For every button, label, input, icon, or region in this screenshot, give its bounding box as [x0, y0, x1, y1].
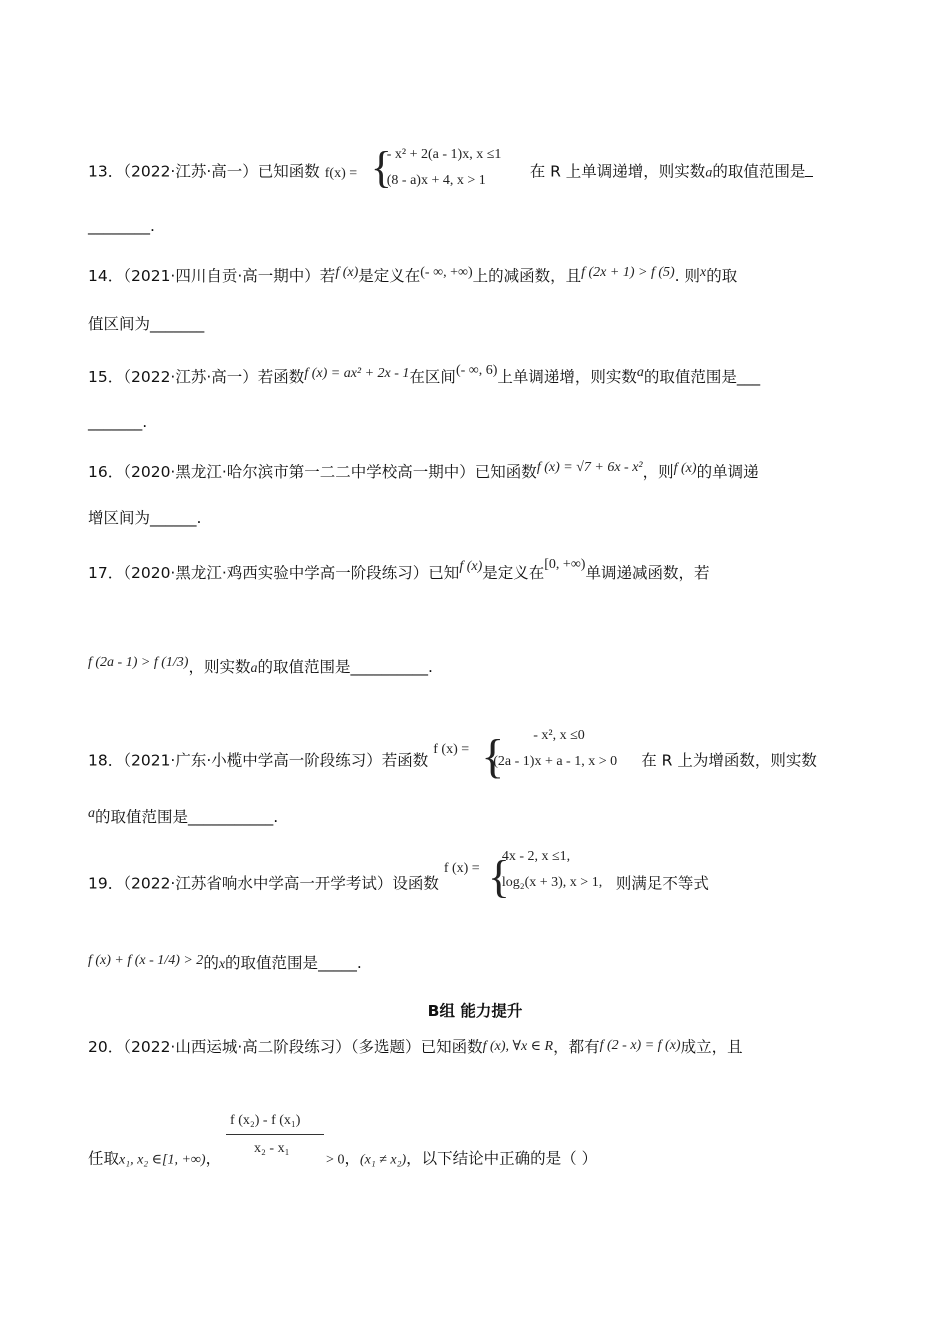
problem-15-line2 — [88, 411, 147, 433]
math-expression: f (x) — [459, 559, 483, 574]
math-expression: > 0 — [326, 1152, 345, 1168]
problem-number: 17． — [88, 564, 124, 582]
function-label: f (x) = — [433, 742, 470, 757]
problem-text: ，以下结论中正确的是（ ） — [406, 1149, 598, 1168]
problem-20 — [88, 1035, 743, 1058]
problem-18-line2 — [88, 803, 278, 828]
problem-source: （2021·广东·小榄中学高一阶段练习） — [123, 751, 382, 770]
problem-text: 在 R 上为增函数，则实数 — [641, 751, 817, 770]
fraction — [226, 1113, 326, 1184]
problem-19-line2 — [88, 950, 362, 976]
problem-18 — [88, 728, 817, 783]
problem-text: 若 — [319, 267, 336, 285]
math-expression: [0, +∞) — [544, 557, 586, 572]
section-title: B组 能力提升 — [427, 1002, 523, 1020]
math-expression: (x₁ ≠ x₂) — [359, 1152, 407, 1168]
problem-text: 已知函数 — [420, 1038, 483, 1056]
case-1: - x², x ≤0 — [533, 728, 585, 743]
problem-text: 在区间 — [409, 368, 456, 386]
problem-number: 14． — [88, 267, 124, 285]
problem-number: 18． — [88, 751, 124, 770]
problem-15 — [88, 360, 760, 388]
problem-source: （2022·江苏省响水中学高一开学考试） — [123, 874, 393, 893]
problem-13-line2 — [88, 215, 155, 237]
problem-source: （2020·黑龙江·哈尔滨市第一二二中学校高一期中） — [123, 463, 475, 481]
problem-14-line2 — [88, 313, 204, 335]
problem-text: 的取值范围是 — [95, 808, 189, 826]
math-expression: f (2a - 1) > f (1/3) — [88, 655, 189, 670]
left-brace: { — [487, 851, 510, 902]
function-label: f (x) = — [443, 861, 480, 876]
variable: x — [218, 957, 226, 972]
problem-text: 设函数 — [392, 874, 439, 893]
problem-number: 16． — [88, 463, 124, 481]
problem-17-line2 — [88, 652, 433, 680]
problem-source: （2022·江苏·高一） — [123, 368, 258, 386]
function-label: f(x) = — [324, 166, 358, 181]
left-brace: { — [481, 730, 505, 783]
problem-16-line2 — [88, 507, 201, 529]
problem-text: 的取 — [706, 267, 738, 285]
problem-text: 若函数 — [257, 368, 305, 386]
math-expression: f (x) = √7 + 6x - x² — [536, 460, 643, 475]
problem-text: 值区间为 — [88, 315, 151, 333]
case-1: 4x - 2, x ≤1, — [501, 849, 571, 864]
left-brace: { — [370, 143, 392, 192]
problem-number: 15． — [88, 368, 124, 386]
math-expression: f (2 - x) = f (x) — [599, 1038, 681, 1053]
problem-13 — [88, 143, 813, 194]
problem-text: 成立，且 — [680, 1038, 743, 1056]
problem-text: ，都有 — [553, 1038, 600, 1056]
problem-type: （多选题） — [350, 1038, 421, 1056]
problem-19 — [88, 849, 709, 906]
case-2: log₂(x + 3), x > 1, — [501, 875, 603, 890]
problem-text: 若函数 — [381, 751, 429, 770]
problem-text: 的取值范围是___ — [643, 368, 761, 386]
problem-text: 增区间为 — [88, 509, 151, 527]
problem-text: ，则 — [642, 463, 674, 481]
piecewise-function — [443, 849, 616, 906]
problem-text: 已知 — [428, 564, 460, 582]
problem-20-line2 — [88, 1113, 598, 1184]
case-2: (2a - 1)x + a - 1, x > 0 — [493, 754, 618, 769]
fraction-bar — [226, 1134, 324, 1135]
answer-blank[interactable] — [805, 162, 813, 177]
math-expression: f (x) — [673, 461, 697, 476]
problem-source: （2020·黑龙江·鸡西实验中学高一阶段练习） — [123, 564, 429, 582]
problem-text: 是定义在 — [358, 267, 421, 285]
math-expression: x₁, x₂ ∈[1, +∞) — [119, 1152, 206, 1168]
math-expression: f (x), ∀x ∈ R — [482, 1039, 554, 1054]
case-2: (8 - a)x + 4, x > 1 — [386, 173, 486, 188]
answer-blank[interactable]: ___________. — [188, 808, 279, 826]
problem-text: . 则 — [674, 267, 701, 285]
problem-text: 上的减函数，且 — [472, 267, 582, 285]
problem-text: 上单调递增，则实数 — [497, 368, 637, 386]
problem-text: 是定义在 — [482, 564, 545, 582]
problem-text: 任取 — [88, 1149, 120, 1168]
problem-text: 的取值范围是 — [225, 954, 319, 972]
problem-text: 的取值范围是 — [712, 162, 806, 181]
math-expression: f (x) + f (x - 1/4) > 2 — [88, 953, 204, 968]
problem-number: 19． — [88, 874, 124, 893]
fraction-denominator: x₂ - x₁ — [254, 1141, 290, 1156]
problem-source: （2022·江苏·高一） — [123, 162, 258, 181]
problem-text: ，则实数 — [188, 658, 251, 676]
variable: x — [700, 265, 707, 280]
problem-number: 20． — [88, 1038, 124, 1056]
math-expression: f (x) = ax² + 2x - 1 — [304, 366, 410, 381]
math-expression: (- ∞, 6) — [455, 363, 498, 378]
answer-blank[interactable]: _____. — [318, 954, 362, 972]
piecewise-function — [324, 143, 525, 194]
variable: a — [705, 165, 713, 181]
problem-14 — [88, 262, 737, 287]
problem-text: ， — [205, 1149, 222, 1168]
math-expression: f (2x + 1) > f (5) — [581, 265, 675, 280]
problem-text: 已知函数 — [474, 463, 537, 481]
problem-source: （2022·山西运城·高二阶段练习） — [123, 1038, 351, 1056]
problem-text: 在 R 上单调递增，则实数 — [529, 162, 706, 181]
variable: a — [250, 661, 258, 676]
problem-text: 的 — [203, 954, 219, 972]
problem-source: （2021·四川自贡·高一期中） — [123, 267, 320, 285]
problem-text: 的单调递 — [696, 463, 759, 481]
problem-text: ， — [344, 1149, 360, 1168]
problem-text: 已知函数 — [257, 162, 320, 181]
problem-number: 13． — [88, 162, 124, 181]
problem-text: 单调递减函数，若 — [585, 564, 710, 582]
fraction-numerator: f (x₂) - f (x₁) — [230, 1113, 301, 1128]
variable: a — [636, 365, 644, 380]
problem-text: 的取值范围是 — [257, 658, 351, 676]
answer-blank[interactable]: _______ — [150, 315, 205, 333]
problem-16 — [88, 457, 759, 483]
piecewise-function — [433, 728, 641, 783]
answer-blank[interactable]: ______. — [150, 509, 202, 527]
answer-blank[interactable]: _______. — [88, 413, 148, 431]
problem-text: 则满足不等式 — [615, 874, 709, 893]
problem-17 — [88, 554, 709, 584]
variable: a — [88, 806, 95, 821]
math-expression: (- ∞, +∞) — [420, 265, 473, 280]
answer-blank[interactable]: ________. — [88, 217, 155, 235]
answer-blank[interactable]: __________. — [350, 658, 433, 676]
math-expression: f (x) — [335, 265, 359, 280]
case-1: - x² + 2(a - 1)x, x ≤1 — [386, 147, 502, 162]
